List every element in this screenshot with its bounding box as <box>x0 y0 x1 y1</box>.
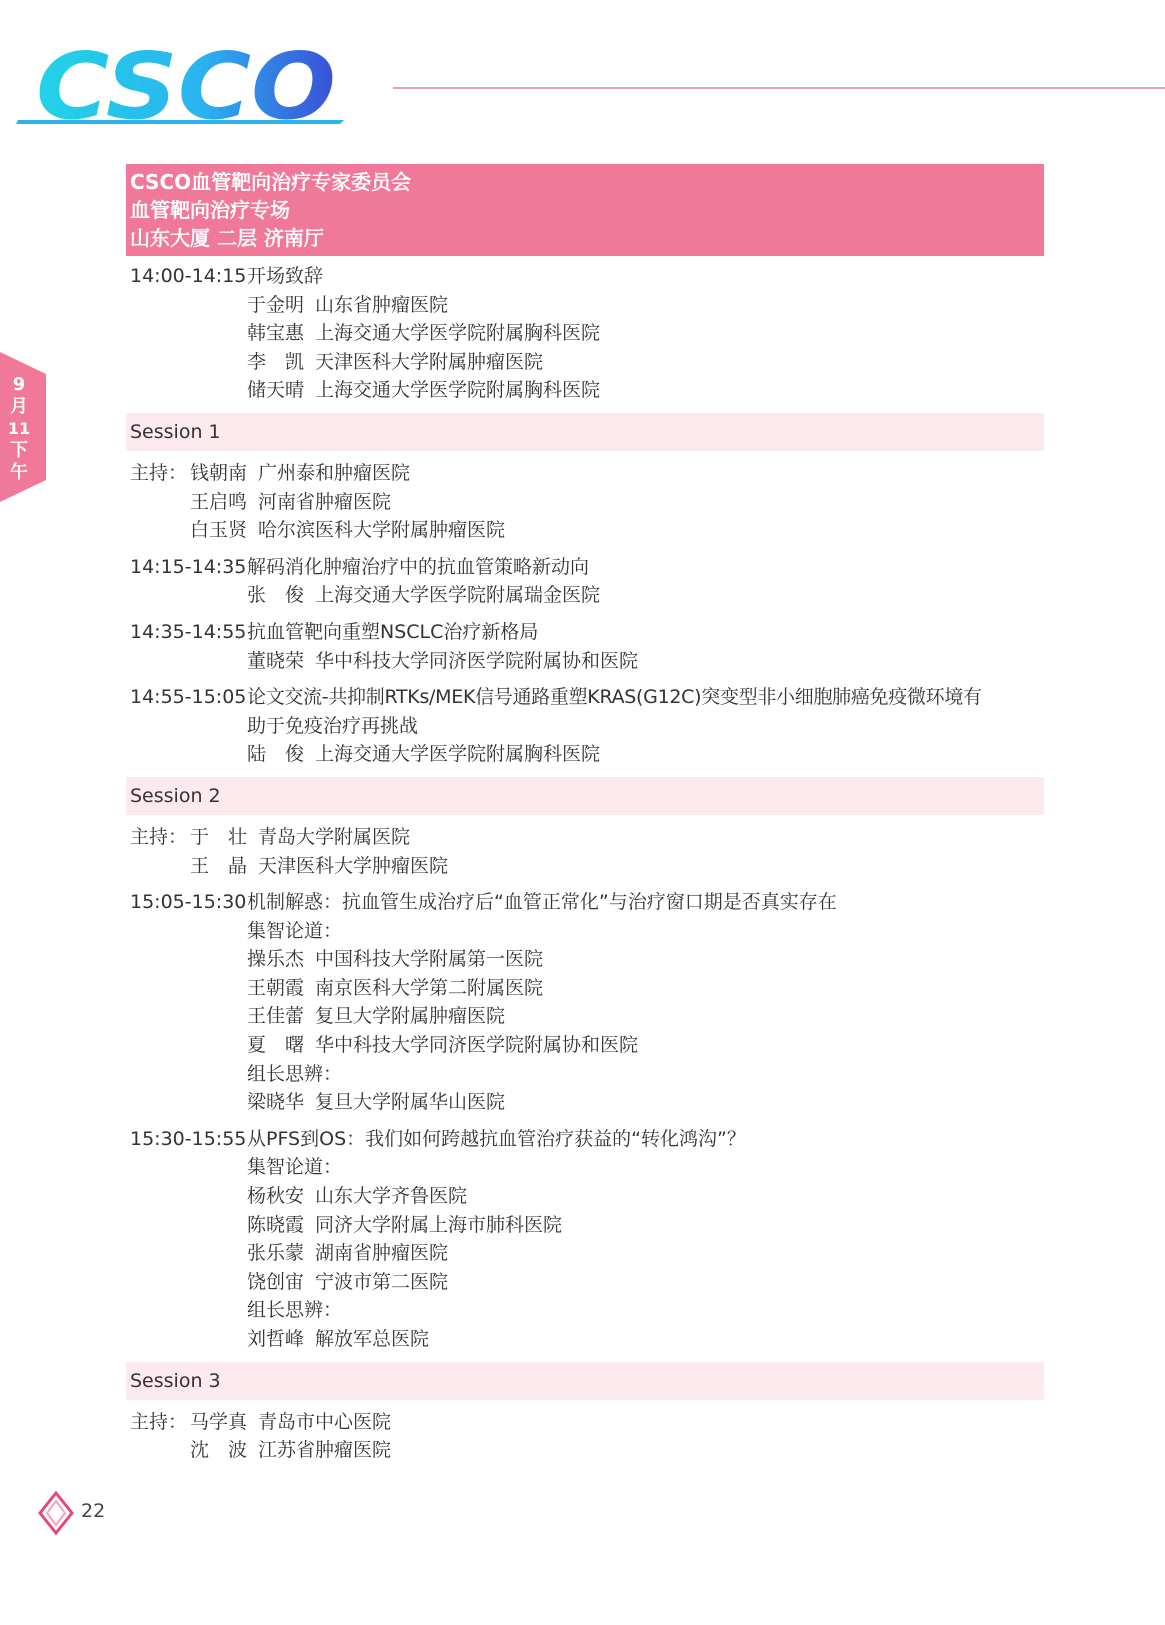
page-number: 22 <box>81 1500 106 1522</box>
header-rule <box>393 87 1165 89</box>
session-3-header: Session 3 <box>126 1362 1044 1400</box>
speaker-row: 储天晴 上海交通大学医学院附属胸科医院 <box>247 379 601 402</box>
csco-logo <box>14 40 354 132</box>
agenda-item: 14:55-15:05论文交流-共抑制RTKs/MEK信号通路重塑KRAS(G12C)突变型非小细胞肺癌免疫微环境有 助于免疫治疗再挑战 陆 俊 上海交通大学医学院附属胸科医院 <box>130 686 982 766</box>
session-3-chairs: 主持： 马学真 青岛市中心医院 沈 波 江苏省肿瘤医院 <box>130 1410 392 1462</box>
agenda <box>126 164 1044 1465</box>
session-1-header: Session 1 <box>126 413 1044 451</box>
agenda-time: 14:00-14:15 <box>130 265 247 287</box>
diamond-logo-icon <box>38 1491 74 1535</box>
session-2-chairs: 主持： 于 壮 青岛大学附属医院 王 晶 天津医科大学肿瘤医院 <box>130 825 449 877</box>
agenda-item: 15:30-15:55从PFS到OS：我们如何跨越抗血管治疗获益的“转化鸿沟”？ 集智论道： 杨秋安 山东大学齐鲁医院 陈晓霞 同济大学附属上海市肺科医院 张乐蒙 湖南省肿瘤医院 饶创宙 宁波市第二医院 组长思辨： 刘哲峰 解放军总医院 <box>130 1127 746 1350</box>
speaker-row: 李 凯 天津医科大学附属肿瘤医院 <box>247 350 544 373</box>
session-title: 血管靶向治疗专场 <box>130 198 290 222</box>
agenda-item: 14:35-14:55抗血管靶向重塑NSCLC治疗新格局 董晓荣 华中科技大学同济医学院附属协和医院 <box>130 620 639 672</box>
agenda-title-block <box>126 164 1044 256</box>
date-side-tab-text: 9 月 11 下 午 <box>7 374 31 483</box>
agenda-item: 14:15-14:35解码消化肿瘤治疗中的抗血管策略新动向 张 俊 上海交通大学医学院附属瑞金医院 <box>130 555 601 607</box>
speaker-row: 韩宝惠 上海交通大学医学院附属胸科医院 <box>247 322 601 345</box>
agenda-item <box>126 262 1044 291</box>
committee-title: CSCO血管靶向治疗专家委员会 <box>130 170 412 194</box>
agenda-item-title: 开场致辞 <box>247 265 324 287</box>
session-2-header: Session 2 <box>126 777 1044 815</box>
venue: 山东大厦 二层 济南厅 <box>130 226 324 250</box>
agenda-item: 15:05-15:30机制解惑：抗血管生成治疗后“血管正常化”与治疗窗口期是否真实存在 集智论道： 操乐杰 中国科技大学附属第一医院 王朝霞 南京医科大学第二附属医院 王佳蕾 复旦大学附属肿瘤医院 夏 曙 华中科技大学同济医学院附属协和医院 组长思辨： 梁晓华 复旦大学附属华山医院 <box>130 891 837 1114</box>
svg-text:CSCO: CSCO <box>36 40 336 132</box>
speaker-row: 于金明 山东省肿瘤医院 <box>247 293 449 316</box>
session-1-chairs: 主持： 钱朝南 广州泰和肿瘤医院 王启鸣 河南省肿瘤医院 白玉贤 哈尔滨医科大学附属肿瘤医院 <box>130 461 506 542</box>
opening-block <box>126 262 1044 405</box>
